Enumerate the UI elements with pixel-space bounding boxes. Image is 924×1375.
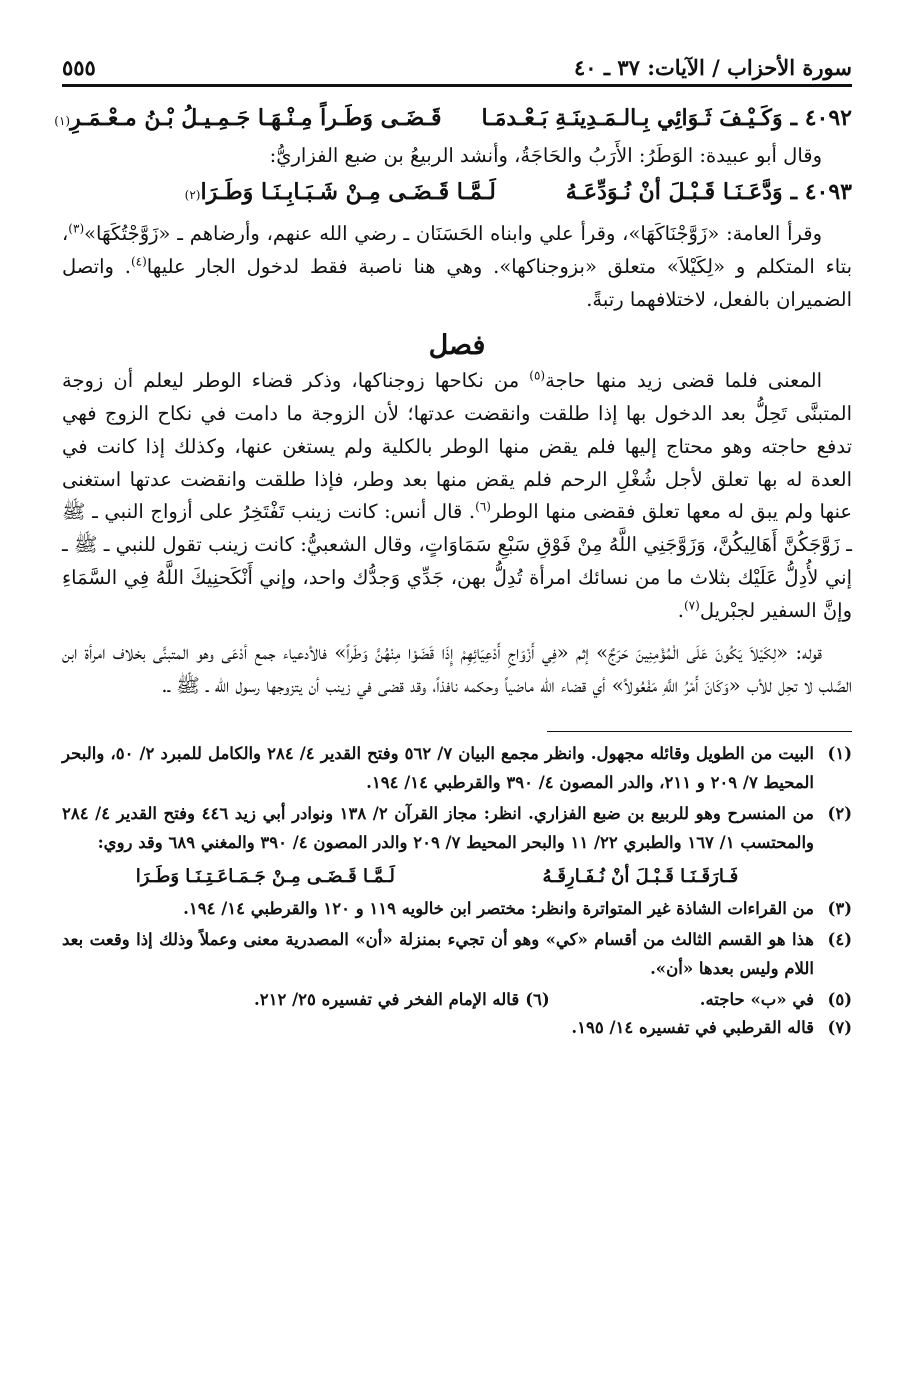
footnote-ref: (١) [54,114,71,128]
footnote-text: قاله الإمام الفخر في تفسيره ٢٥/ ٢١٢. [254,989,520,1009]
footnote-5 [700,986,852,1015]
footnote-number: (٧) [827,1018,852,1038]
running-header [62,50,852,87]
footnote-row-5-6 [62,986,852,1015]
footnote-number: (٥) [827,989,852,1009]
verse-number: ٤٠٩٢ ـ [790,105,852,131]
footnote-ref: (٤) [130,254,147,269]
footnote-text: البيت من الطويل وقائله مجهول. وانظر مجمع البيان ٧/ ٥٦٢ وفتح القدير ٤/ ٢٨٤ والكامل للمبرد ٢/ ٥٠، والبحر المحيط ٧/ ٢٠٩ و ٢١١، والدر المصون ٤/ ٣٩٠ والقرطبي ١٤/ ١٩٤. [62,743,814,792]
header-title: سورة الأحزاب / الآيات: ٣٧ ـ ٤٠ [574,55,852,80]
text-run: المعنى فلما قضى زيد منها حاجة [545,369,822,393]
footnotes [62,740,852,1043]
footnote-text: قاله القرطبي في تفسيره ١٤/ ١٩٥. [571,1018,814,1038]
verse-hemistich-first: فَـارَقَـنَـا قَـبْـلَ أنْ نُـفَـارِقَـهُ [542,866,739,888]
text-run: . واتصل الضميران بالفعل، لاختلافهما رتبةً. [62,254,852,311]
text-run: وقرأ العامة: «زَوَّجْنَاكَهَا»، وقرأ علي وابناه الحَسَنَان ـ رضي الله عنهم، وأرضاهم ـ «زَوَّجْتُكَهَا» [84,222,822,246]
footnote-4 [62,926,852,984]
footnote-text: هذا هو القسم الثالث من أقسام «كي» وهو أن تجيء بمنزلة «أن» المصدرية معنى وعملاً وذلك إذا وقعت بعد اللام وليس بعدها «أن». [62,929,814,978]
section-heading: فصل [428,330,486,362]
verse-hemistich-second: لَـمَّـا قَـضَـى مِـنْ شَـبَـابِـنَـا وَطَـرَا [200,178,496,205]
footnote-2 [62,800,852,858]
footnote-ref: (٣) [68,221,85,236]
page [54,50,853,1045]
footnote-number: (١) [827,743,852,763]
footnote-6 [254,986,550,1015]
footnote-3 [62,895,852,924]
footnote-ref: (٢) [184,187,201,202]
footnote-number: (٦) [525,989,550,1009]
footnote-ref: (٧) [683,598,700,613]
footnote-7 [62,1014,852,1043]
footnote-text: من القراءات الشاذة غير المتواترة وانظر: مختصر ابن خالويه ١١٩ و ١٢٠ والقرطبي ١٤/ ١٩٤. [183,898,814,918]
verse-hemistich-first: وَكَـيْـفَ ثَـوَائِي بِـالـمَـدِينَـةِ بَـعْـدمَـا [481,105,783,131]
footnote-text: في «ب» حاجته. [699,989,814,1009]
footnote-ref: (٦) [475,499,491,514]
body-line: وقال أبو عبيدة: الوَطَرُ: الأَرَبُ والحَاجَةُ، وأنشد الربيعُ بن ضبع الفزاريُّ: [269,144,822,168]
footnote-number: (٤) [827,929,852,949]
poetry-verse-4093 [62,175,852,210]
text-run: ، بتاء المتكلم و «لِكَيْلاَ» متعلق «بزوجناكها». وهي هنا ناصبة فقط لدخول الجار عليها [62,222,852,278]
verse-hemistich-second: لَـمَّـا قَـضَـى مِـنْ جَـمَـاعَـتِـنَـا وَطَـرَا [135,866,395,888]
footnote-number: (٣) [827,898,852,918]
footnote-text: من المنسرح وهو للربيع بن ضبع الفزاري. انظر: مجاز القرآن ٢/ ١٣٨ ونوادر أبي زيد ٤٤٦ وفتح القدير ٤/ ٢٨٤ والمحتسب ١/ ١٦٧ والطبري ٢٢/ ١١ والبحر المحيط ٧/ ٢٠٩ والدر المصون ٤/ ٣٩٠ والمغني ٦٨٩ وقد روي: [62,803,814,852]
text-run: . [677,598,684,622]
verse-number: ٤٠٩٣ ـ [790,178,852,205]
footnote-1 [62,740,852,798]
text-run: . قال أنس: كانت زينب تَفْتَخِرُ على أزواج النبي ـ ﷺ ـ زَوَّجَكُنَّ أَهَالِيكُنَّ، وَزَوَّجَنِي اللَّهُ مِنْ فَوْقِ سَبْعِ سَمَاوَاتٍ، وقال الشعبيُّ: كانت زينب تقول للنبي ـ ﷺ ـ إني لأُدِلُّ عَلَيْك بثلاث ما من نسائك امرأة تُدِلُّ بهن، جَدِّي وَجدُّك واحد، وإني أَنْكَحنِيكَ اللَّهُ فِي السَّمَاءِ وإنَّ السفير لجبْريل [62,500,852,622]
body-paragraph-2 [62,365,852,627]
body-paragraph-3: قوله: «لِكَيْلاَ يَكُونَ عَلَى الْمُؤْمِنِينَ حَرَجٌ» إثم «فِي أَزْوَاجِ أَدْعِيَائِهِمْ إِذَا قَضَوْا مِنْهُنَّ وَطَراً» فالأدعياء جمع أدْعَى وهو المتبنَّى بخلاف امرأة ابن الصَّلب لا تحِل للأب «وَكَانَ أَمْرُ اللَّهِ مَفْعُولاً» أي قضاء الله ماضياً وحكمه نافذاً، وقد قضى في زينب أن يتزوجها رسول الله ـ ﷺ ـ. [62,641,852,698]
verse-hemistich-first: وَدَّعَـنَـا قَـبْـلَ أنْ نُـوَدِّعَـهُ [565,178,783,205]
footnote-divider [547,731,852,732]
text-run: من نكاحها زوجناكها، وذكر قضاء الوطر ليعلم أن زوجة المتبنَّى تَحِلُّ بعد الدخول بها إذا طلقت وانقضت عدتها؛ لأن الزوجة ما دامت في نكاح الزوج فهي تدفع حاجته وهو محتاج إليها فلم يقض منها الوطر بالكلية ولم يستغن عنها، وكذلك إذا كانت في العدة له بها تعلق لأجل شُغْلِ الرحم فلم يقض منها بعد وطر، فإذا طلقت وانقضت عدتها استغنى عنها ولم يبق له معها تعلق فقضى منها الوطر [62,369,853,524]
poetry-verse-4092 [54,101,852,136]
footnote-verse [62,859,852,895]
body-paragraph-1 [62,218,852,316]
footnote-number: (٢) [827,803,852,823]
page-number: ٥٥٥ [62,55,96,80]
footnote-ref: (٥) [529,368,546,383]
verse-hemistich-second: قَـضَـى وَطَـراً مِـنْـهَـا جَـمِـيـلُ بْـنُ مـعْـمَـرِ [70,105,442,131]
